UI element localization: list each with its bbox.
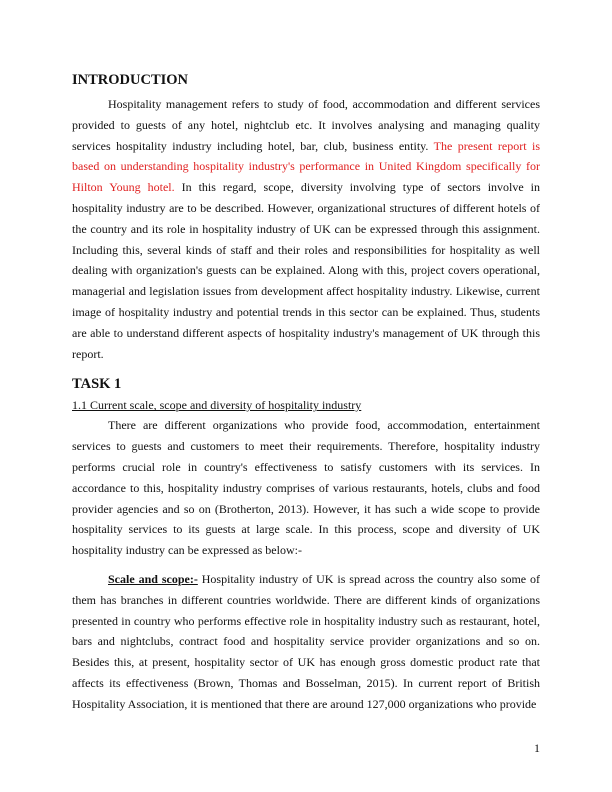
document-page: [72, 70, 540, 715]
task1-heading: TASK 1: [72, 376, 122, 393]
task1-subheading: 1.1 Current scale, scope and diversity of hospitality industry: [72, 398, 362, 413]
introduction-paragraph: [72, 94, 540, 364]
scale-scope-text: Hospitality industry of UK is spread across the country also some of them has branches in different countries worldwide. There are different kinds of organizations presented in country who performs effective role in hospitality industry such as restaurant, hotel, bars and nightclubs, contract food and hospitality service provider organizations and so on. Besides this, at present, hospitality sector of UK has enough gross domestic product rate that affects its effectiveness (Brown, Thomas and Bosselman, 2015). In current report of British Hospitality Association, it is mentioned that there are around 127,000 organizations who provide: [72, 571, 541, 711]
highlighted-report-purpose: The present report is based on understanding hospitality industry's performance in United Kingdom specifically for Hilton Young hotel.: [72, 138, 540, 195]
scale-scope-paragraph: [72, 569, 540, 715]
introduction-text-end: In this regard, scope, diversity involving type of sectors involve in hospitality industry are to be described. However, organizational structures of different hotels of the country and its role in hospitality industry of UK can be expressed through this assignment. Including this, several kinds of staff and their roles and responsibilities for hospitality as well dealing with organization's guests can be explained. Along with this, project covers operational, managerial and legislation issues from development affect hospitality industry. Likewise, current image of hospitality industry and potential trends in this sector can be explained. Thus, students are able to understand different aspects of hospitality industry's management of UK through this report.: [72, 180, 540, 361]
task1-paragraph: There are different organizations who provide food, accommodation, entertainment services to guests and customers to meet their requirements. Therefore, hospitality industry performs crucial role in country's effectiveness to satisfy customers with its services. In accordance to this, hospitality industry comprises of various restaurants, hotels, clubs and food provider agencies and so on (Brotherton, 2013). However, it has such a wide scope to provide hospitality services to its guests at large scale. In this process, scope and diversity of UK hospitality industry can be expressed as below:-: [72, 418, 540, 558]
page-number: 1: [534, 741, 540, 755]
scale-scope-label: Scale and scope:-: [108, 571, 198, 586]
introduction-heading: INTRODUCTION: [72, 72, 189, 88]
introduction-text-start: Hospitality management refers to study of food, accommodation and different services provided to guests of any hotel, nightclub etc. It involves analysing and managing quality services hospitality industry including hotel, bar, club, business entity.: [72, 97, 540, 153]
